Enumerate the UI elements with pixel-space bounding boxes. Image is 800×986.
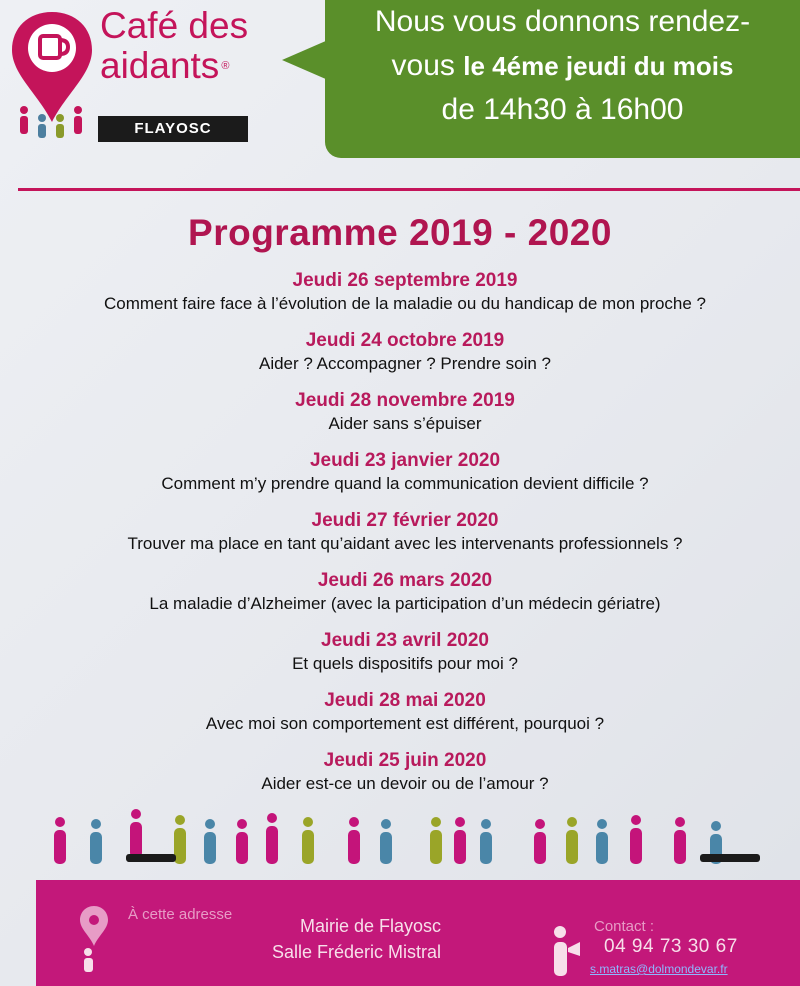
contact-phone: 04 94 73 30 67 <box>604 936 738 957</box>
rendezvous-line2-prefix: vous <box>391 49 455 82</box>
program-title: Programme 2019 - 2020 <box>188 212 612 253</box>
contact-person-icon <box>546 922 586 982</box>
event-item <box>0 570 800 630</box>
coffee-cup-pin-icon <box>8 4 98 154</box>
event-date: Jeudi 26 mars 2020 <box>317 570 493 591</box>
event-item <box>0 630 800 690</box>
event-date: Jeudi 23 janvier 2020 <box>309 450 501 471</box>
contact-label: Contact : <box>594 918 655 935</box>
event-date: Jeudi 27 février 2020 <box>311 510 499 531</box>
cafe-des-aidants-logo <box>8 4 268 154</box>
event-topic: Aider est-ce un devoir ou de l’amour ? <box>261 774 549 793</box>
people-figures-decoration <box>40 808 780 878</box>
event-date: Jeudi 25 juin 2020 <box>323 750 487 771</box>
event-topic: Comment faire face à l’évolution de la maladie ou du handicap de mon proche ? <box>104 294 706 313</box>
venue-line1: Mairie de Flayosc <box>300 916 442 936</box>
logo-title <box>100 6 248 86</box>
event-date: Jeudi 28 novembre 2019 <box>295 390 515 411</box>
registered-mark: ® <box>221 60 230 72</box>
event-topic: Comment m’y prendre quand la communication devient difficile ? <box>161 474 649 493</box>
speech-bubble-pointer <box>282 40 328 80</box>
event-item <box>0 450 800 510</box>
event-topic: Trouver ma place en tant qu’aidant avec les intervenants professionnels ? <box>127 534 683 553</box>
event-topic: La maladie d’Alzheimer (avec la participation d’un médecin gériatre) <box>149 594 661 613</box>
event-topic: Et quels dispositifs pour moi ? <box>292 654 518 673</box>
event-topic: Aider sans s’épuiser <box>328 414 482 433</box>
address-label: À cette adresse <box>128 906 233 923</box>
logo-title-line1: Café des <box>100 5 249 46</box>
footer-bar <box>36 880 800 986</box>
logo-title-line2: aidants <box>100 45 220 86</box>
event-topic: Avec moi son comportement est différent, pourquoi ? <box>205 714 605 733</box>
rendezvous-line3: de 14h30 à 16h00 <box>441 93 684 126</box>
event-date: Jeudi 24 octobre 2019 <box>305 330 505 351</box>
event-list <box>0 270 800 810</box>
contact-email-link[interactable]: s.matras@dolmondevar.fr <box>590 962 728 976</box>
event-date: Jeudi 23 avril 2020 <box>321 630 489 651</box>
event-item <box>0 690 800 750</box>
location-person-icon <box>74 902 114 972</box>
header-divider <box>18 188 800 191</box>
event-date: Jeudi 28 mai 2020 <box>324 690 486 711</box>
event-item <box>0 390 800 450</box>
event-item <box>0 330 800 390</box>
event-item <box>0 510 800 570</box>
rendezvous-line1: Nous vous donnons rendez- <box>374 5 751 38</box>
event-item <box>0 750 800 810</box>
event-topic: Aider ? Accompagner ? Prendre soin ? <box>258 354 551 373</box>
event-item <box>0 270 800 330</box>
venue-line2: Salle Fréderic Mistral <box>272 942 442 962</box>
town-badge: FLAYOSC <box>98 116 248 142</box>
event-date: Jeudi 26 septembre 2019 <box>292 270 518 291</box>
rendezvous-text <box>330 0 795 132</box>
rendezvous-line2-bold: le 4éme jeudi du mois <box>463 51 734 81</box>
